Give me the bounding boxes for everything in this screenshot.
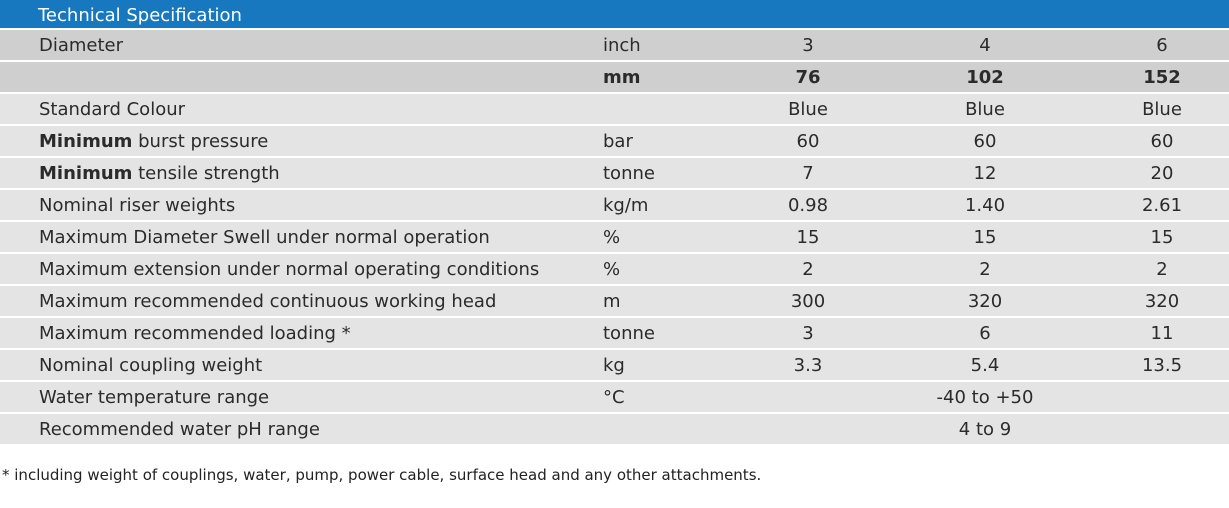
footnote: * including weight of couplings, water, pump, power cable, surface head and any other attachments. [2, 466, 762, 484]
row-value: 0.98 [787, 195, 829, 216]
row-unit: m [603, 291, 621, 312]
row-unit: tonne [603, 163, 655, 184]
row-label-emphasis: Minimum [39, 131, 133, 152]
row-label-rest: burst pressure [132, 131, 269, 152]
row-value: 60 [796, 131, 820, 152]
row-value: 4 [979, 35, 991, 56]
row-value: 2.61 [1141, 195, 1183, 216]
row-value-span: -40 to +50 [936, 387, 1034, 408]
row-label: Maximum recommended continuous working head [39, 291, 497, 312]
row-value: 2 [802, 259, 814, 280]
row-value: 320 [1144, 291, 1180, 312]
row-label-emphasis: Minimum [39, 163, 133, 184]
row-value: 152 [1143, 67, 1181, 88]
row-value: Blue [788, 99, 828, 120]
row-value-span: 4 to 9 [958, 419, 1012, 440]
row-unit: °C [603, 387, 625, 408]
row-unit: % [603, 227, 621, 248]
table-row [0, 62, 1229, 94]
row-value: 6 [979, 323, 991, 344]
row-value: 7 [802, 163, 814, 184]
table-title: Technical Specification [0, 0, 1229, 30]
row-value: 20 [1150, 163, 1174, 184]
row-label [39, 158, 280, 189]
row-value: 1.40 [964, 195, 1006, 216]
row-label: Maximum recommended loading * [39, 323, 351, 344]
row-value: 11 [1150, 323, 1174, 344]
row-label: Water temperature range [39, 387, 270, 408]
table-row [0, 222, 1229, 254]
row-value: 3 [802, 35, 814, 56]
row-label: Diameter [39, 35, 124, 56]
row-value: 76 [795, 67, 821, 88]
table-row [0, 126, 1229, 158]
row-label [39, 126, 268, 157]
row-label: Maximum extension under normal operating conditions [39, 259, 540, 280]
row-unit: % [603, 259, 621, 280]
row-label: Maximum Diameter Swell under normal operation [39, 227, 490, 248]
row-value: 60 [973, 131, 997, 152]
row-value: 102 [966, 67, 1004, 88]
row-value: 2 [1156, 259, 1168, 280]
row-unit: kg [603, 355, 625, 376]
row-value: 2 [979, 259, 991, 280]
table-row [0, 414, 1229, 446]
row-unit: tonne [603, 323, 655, 344]
row-value: 6 [1156, 35, 1168, 56]
row-label-rest: tensile strength [132, 163, 280, 184]
table-row [0, 30, 1229, 62]
row-value: 320 [967, 291, 1003, 312]
row-value: 60 [1150, 131, 1174, 152]
row-value: 5.4 [970, 355, 1000, 376]
row-label: Recommended water pH range [39, 419, 320, 440]
row-value: Blue [965, 99, 1005, 120]
table-row [0, 350, 1229, 382]
row-unit: bar [603, 131, 633, 152]
table-row [0, 382, 1229, 414]
row-unit: mm [603, 67, 641, 88]
table-row [0, 286, 1229, 318]
row-unit: kg/m [603, 195, 649, 216]
table-row [0, 190, 1229, 222]
row-value: 3.3 [793, 355, 823, 376]
row-value: 15 [973, 227, 997, 248]
row-label: Nominal riser weights [39, 195, 236, 216]
row-value: Blue [1142, 99, 1182, 120]
row-value: 15 [1150, 227, 1174, 248]
row-value: 12 [973, 163, 997, 184]
row-label: Nominal coupling weight [39, 355, 263, 376]
row-value: 300 [790, 291, 826, 312]
table-row [0, 94, 1229, 126]
row-unit: inch [603, 35, 641, 56]
row-value: 13.5 [1141, 355, 1183, 376]
table-row [0, 158, 1229, 190]
row-label: Standard Colour [39, 99, 186, 120]
table-row [0, 318, 1229, 350]
row-value: 3 [802, 323, 814, 344]
table-row [0, 254, 1229, 286]
row-value: 15 [796, 227, 820, 248]
